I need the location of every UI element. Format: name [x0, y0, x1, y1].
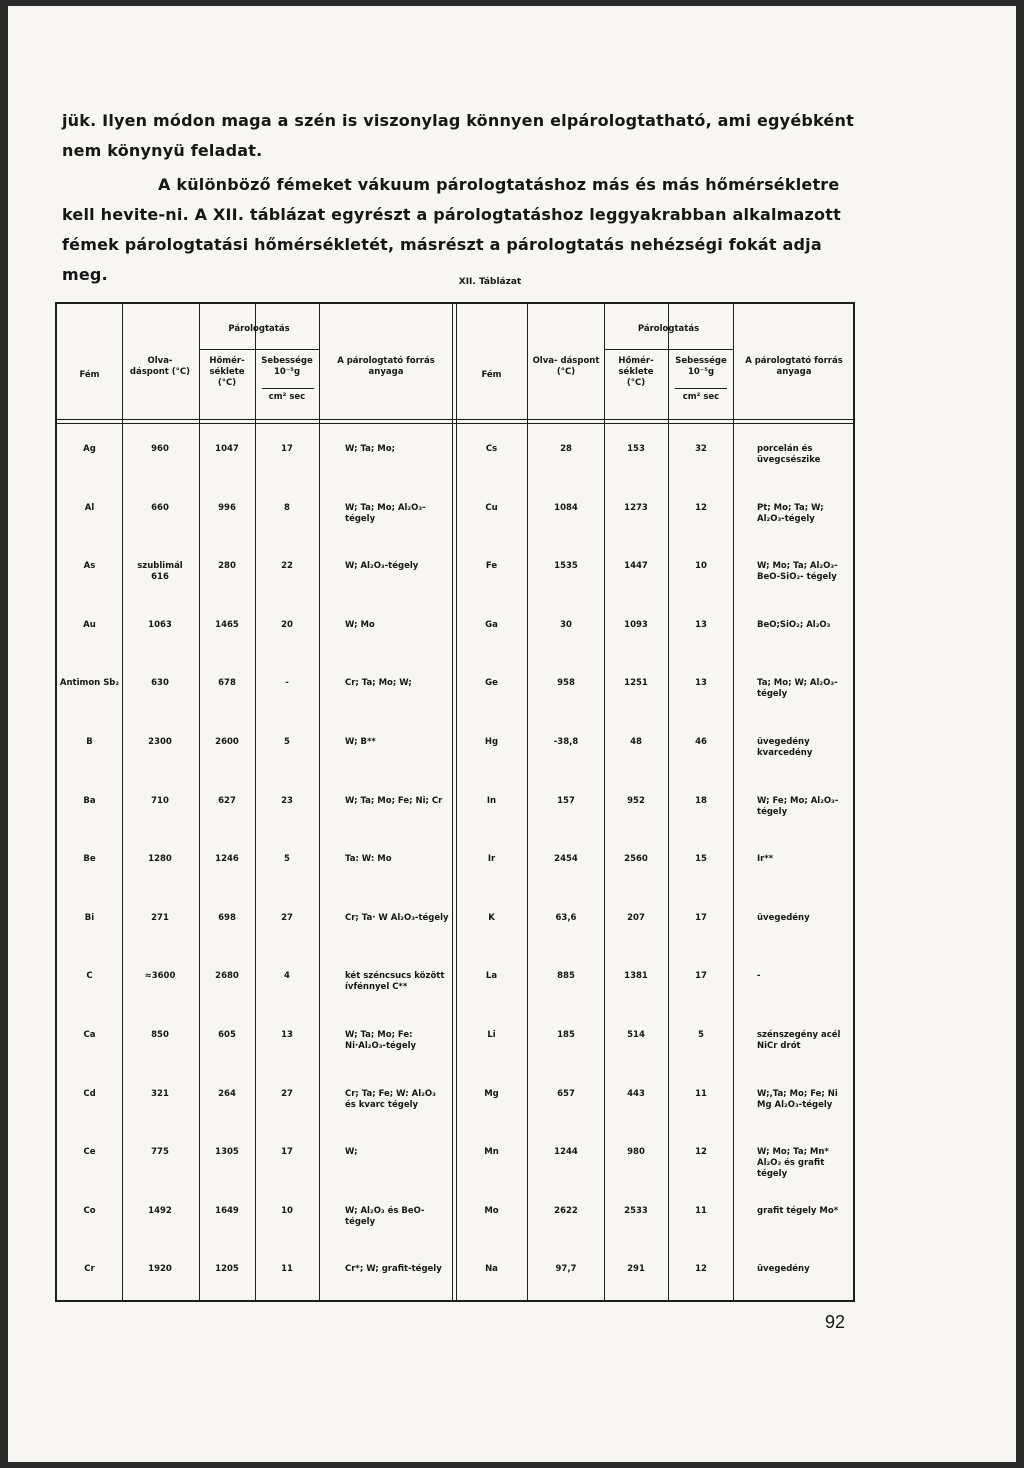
left-cell-rate: 5 [284, 854, 290, 865]
left-cell-melting-point: 1492 [148, 1205, 172, 1216]
header-source-left: A párologtató forrás anyaga [337, 356, 435, 377]
left-cell-temperature: 1465 [215, 619, 239, 630]
left-cell-melting-point: ≈3600 [144, 971, 176, 982]
left-cell-temperature: 627 [218, 795, 236, 806]
right-cell-source: Pt; Mo; Ta; W; Al₂O₃-tégely [757, 502, 824, 524]
header-rate-left: Sebessége 10⁻⁵g [261, 356, 313, 377]
right-cell-melting-point: 185 [557, 1030, 575, 1040]
right-cell-metal: Mg [484, 1088, 499, 1099]
left-cell-source: W; Ta; Mo; Fe; Ni; Cr [345, 795, 443, 806]
left-cell-source: W; [345, 1147, 358, 1158]
left-cell-temperature: 264 [218, 1088, 236, 1099]
paragraph-2: A különböző fémeket vákuum párologtatáshoz más és más hőmérsékletre kell hevite-ni. A XII. táblázat egyrészt a párologtatáshoz leggyakrabban alkalmazott fémek párologtatási hőmérsékletét, másrészt a párologtatás nehézségi fokát adja meg. [62, 175, 841, 284]
header-metal-left: Fém [79, 370, 100, 380]
right-cell-source: - [757, 971, 761, 982]
right-cell-temperature: 1093 [624, 619, 648, 630]
right-cell-source: W; Mo; Ta; Mn* Al₂O₃ és grafit tégely [757, 1147, 829, 1180]
header-source-right: A párologtató forrás anyaga [745, 356, 843, 377]
right-cell-rate: 11 [695, 1205, 707, 1216]
right-cell-temperature: 207 [627, 912, 645, 923]
left-cell-metal: Be [83, 854, 96, 865]
right-cell-rate: 46 [695, 737, 707, 747]
left-cell-rate: 4 [284, 971, 290, 982]
right-cell-melting-point: 657 [557, 1088, 575, 1099]
header-temp-right: Hőmér- séklete (°C) [618, 356, 654, 388]
right-cell-rate: 17 [695, 912, 707, 923]
right-cell-temperature: 443 [627, 1088, 645, 1099]
page-number: 92 [825, 1312, 846, 1332]
right-cell-melting-point: 958 [557, 678, 575, 689]
right-cell-temperature: 153 [627, 444, 645, 454]
left-cell-temperature: 1649 [215, 1205, 239, 1216]
left-cell-source: W; Al₂O₃-tégely [345, 561, 419, 572]
right-cell-rate: 13 [695, 619, 707, 630]
right-cell-metal: In [486, 795, 497, 806]
right-cell-melting-point: 2454 [554, 854, 578, 865]
left-cell-metal: Antimon Sb₂ [59, 678, 120, 689]
right-cell-rate: 12 [695, 502, 707, 513]
right-cell-temperature: 2533 [624, 1205, 648, 1216]
left-cell-rate: 23 [281, 795, 293, 806]
right-cell-melting-point: 1084 [554, 502, 578, 513]
left-cell-rate: 27 [281, 1088, 293, 1099]
left-cell-temperature: 2680 [215, 971, 239, 982]
right-cell-melting-point: 1535 [554, 561, 578, 572]
left-cell-metal: Ag [83, 444, 96, 454]
left-cell-metal: Ca [83, 1030, 96, 1040]
left-cell-melting-point: szublimál 616 [137, 561, 183, 583]
header-group-right: Párologtatás [637, 324, 700, 334]
left-cell-melting-point: 775 [151, 1147, 169, 1158]
left-cell-source: Cr; Ta; Fe; W: Al₂O₃ és kvarc tégely [345, 1088, 436, 1110]
left-cell-temperature: 1047 [215, 444, 239, 454]
right-cell-temperature: 1251 [624, 678, 648, 689]
right-cell-melting-point: -38,8 [553, 737, 579, 747]
left-cell-source: Cr*; W; grafit-tégely [345, 1264, 442, 1275]
left-cell-rate: 8 [284, 502, 290, 513]
right-cell-metal: Ir [487, 854, 496, 865]
left-cell-melting-point: 850 [151, 1030, 169, 1040]
right-cell-rate: 32 [695, 444, 707, 454]
left-cell-temperature: 605 [218, 1030, 236, 1040]
right-cell-melting-point: 30 [560, 619, 572, 630]
right-cell-metal: Cu [485, 502, 498, 513]
left-cell-melting-point: 710 [151, 795, 169, 806]
left-cell-source: Ta: W: Mo [345, 854, 392, 865]
left-cell-rate: 13 [281, 1030, 293, 1040]
left-cell-melting-point: 660 [151, 502, 169, 513]
right-cell-metal: Mo [484, 1205, 499, 1216]
right-cell-source: üvegedény [757, 1264, 810, 1275]
right-cell-metal: Ge [485, 678, 498, 689]
right-cell-metal: Li [487, 1030, 496, 1040]
left-cell-melting-point: 321 [151, 1088, 169, 1099]
right-cell-rate: 5 [698, 1030, 704, 1040]
right-cell-metal: Fe [485, 561, 498, 572]
right-cell-melting-point: 157 [557, 795, 575, 806]
right-cell-melting-point: 1244 [554, 1147, 578, 1158]
header-rate-unit-left: cm² sec [268, 392, 306, 402]
left-cell-melting-point: 1280 [148, 854, 172, 865]
left-cell-metal: Cd [83, 1088, 96, 1099]
paragraph-1: jük. Ilyen módon maga a szén is viszonylag könnyen elpárologtatható, ami egyébként nem könynyü feladat. [62, 111, 854, 160]
right-cell-source: Ir** [757, 854, 774, 865]
header-rate-unit-right: cm² sec [682, 392, 720, 402]
right-cell-source: üvegedény [757, 912, 810, 923]
left-cell-metal: C [86, 971, 93, 982]
right-cell-temperature: 1273 [624, 502, 648, 513]
data-table [55, 302, 855, 1302]
right-cell-temperature: 980 [627, 1147, 645, 1158]
right-cell-rate: 17 [695, 971, 707, 982]
header-melting-left: Olva- dáspont (°C) [129, 356, 191, 377]
left-cell-temperature: 2600 [215, 737, 239, 747]
right-cell-metal: La [485, 971, 498, 982]
left-cell-temperature: 698 [218, 912, 236, 923]
left-cell-temperature: 280 [218, 561, 236, 572]
right-cell-rate: 10 [695, 561, 707, 572]
left-cell-temperature: 1305 [215, 1147, 239, 1158]
right-cell-rate: 15 [695, 854, 707, 865]
left-cell-rate: 5 [284, 737, 290, 747]
left-cell-source: W; Al₂O₃ és BeO- tégely [345, 1205, 425, 1227]
right-cell-source: BeO;SiO₂; Al₂O₃ [757, 619, 831, 630]
header-melting-right: Olva- dáspont (°C) [532, 356, 600, 377]
right-cell-rate: 18 [695, 795, 707, 806]
left-cell-temperature: 996 [218, 502, 236, 513]
header-rate-right: Sebessége 10⁻⁵g [675, 356, 727, 377]
header-group-left: Párologtatás [228, 324, 290, 334]
right-cell-source: W; Mo; Ta; Al₂O₃-BeO-SiO₂- tégely [757, 561, 838, 583]
header-metal-right: Fém [481, 370, 502, 380]
left-cell-temperature: 678 [218, 678, 236, 689]
left-cell-temperature: 1246 [215, 854, 239, 865]
right-cell-rate: 12 [695, 1264, 707, 1275]
right-cell-source: grafit tégely Mo* [757, 1205, 839, 1216]
left-cell-rate: - [285, 678, 289, 689]
left-cell-source: Cr; Ta· W Al₂O₃-tégely [345, 912, 449, 923]
left-cell-metal: Co [83, 1205, 96, 1216]
right-cell-melting-point: 2622 [554, 1205, 578, 1216]
right-cell-source: Ta; Mo; W; Al₂O₃-tégely [757, 678, 838, 700]
right-cell-temperature: 2560 [624, 854, 648, 865]
right-cell-melting-point: 28 [560, 444, 572, 454]
left-cell-melting-point: 1063 [148, 619, 172, 630]
right-cell-temperature: 291 [627, 1264, 645, 1275]
right-cell-metal: Mn [484, 1147, 499, 1158]
left-cell-source: W; B** [345, 737, 376, 747]
left-cell-rate: 11 [281, 1264, 293, 1275]
left-cell-rate: 17 [281, 1147, 293, 1158]
left-cell-melting-point: 2300 [148, 737, 172, 747]
right-cell-metal: Hg [484, 737, 499, 747]
right-cell-source: W; Fe; Mo; Al₂O₃-tégely [757, 795, 839, 817]
right-cell-metal: K [488, 912, 495, 923]
left-cell-source: két széncsucs között ívfénnyel C** [345, 971, 445, 993]
left-cell-melting-point: 1920 [148, 1264, 172, 1275]
right-cell-melting-point: 97,7 [555, 1264, 577, 1275]
left-cell-metal: B [86, 737, 93, 747]
left-cell-rate: 17 [281, 444, 293, 454]
right-cell-temperature: 1381 [624, 971, 648, 982]
right-cell-temperature: 952 [627, 795, 645, 806]
right-cell-metal: Ga [485, 619, 498, 630]
right-cell-rate: 12 [695, 1147, 707, 1158]
table-caption: XII. Táblázat [458, 277, 522, 287]
left-cell-metal: Bi [84, 912, 95, 923]
right-cell-temperature: 48 [630, 737, 642, 747]
right-cell-source: üvegedény kvarcedény [757, 737, 813, 758]
header-temp-left: Hőmér- séklete (°C) [209, 356, 245, 388]
right-cell-temperature: 1447 [624, 561, 648, 572]
left-cell-metal: Cr [84, 1264, 95, 1275]
left-cell-melting-point: 630 [151, 678, 169, 689]
left-cell-source: W; Ta; Mo; Al₂O₃-tégely [345, 502, 426, 524]
left-cell-metal: Au [83, 619, 96, 630]
left-cell-rate: 20 [281, 619, 293, 630]
right-cell-temperature: 514 [627, 1030, 645, 1040]
left-cell-melting-point: 271 [151, 912, 169, 923]
left-cell-source: W; Ta; Mo; [345, 444, 395, 454]
right-cell-metal: Cs [485, 444, 498, 454]
left-cell-rate: 27 [281, 912, 293, 923]
left-cell-metal: Ba [83, 795, 96, 806]
right-cell-source: szénszegény acél NiCr drót [757, 1030, 841, 1051]
left-cell-metal: Ce [83, 1147, 96, 1158]
left-cell-source: W; Ta; Mo; Fe: Ni·Al₂O₃-tégely [345, 1030, 417, 1051]
left-cell-temperature: 1205 [215, 1264, 239, 1275]
left-cell-source: W; Mo [345, 619, 375, 630]
right-cell-melting-point: 63,6 [555, 912, 577, 923]
right-cell-source: porcelán és üvegcsészike [757, 444, 821, 465]
right-cell-rate: 11 [695, 1088, 707, 1099]
right-cell-melting-point: 885 [557, 971, 575, 982]
left-cell-source: Cr; Ta; Mo; W; [345, 678, 412, 689]
right-cell-source: W;,Ta; Mo; Fe; Ni Mg Al₂O₃-tégely [757, 1088, 838, 1110]
left-cell-melting-point: 960 [151, 444, 169, 454]
left-cell-rate: 22 [281, 561, 293, 572]
right-cell-rate: 13 [695, 678, 707, 689]
right-cell-metal: Na [485, 1264, 498, 1275]
left-cell-metal: Al [84, 502, 95, 513]
left-cell-metal: As [83, 561, 96, 572]
left-cell-rate: 10 [281, 1205, 293, 1216]
